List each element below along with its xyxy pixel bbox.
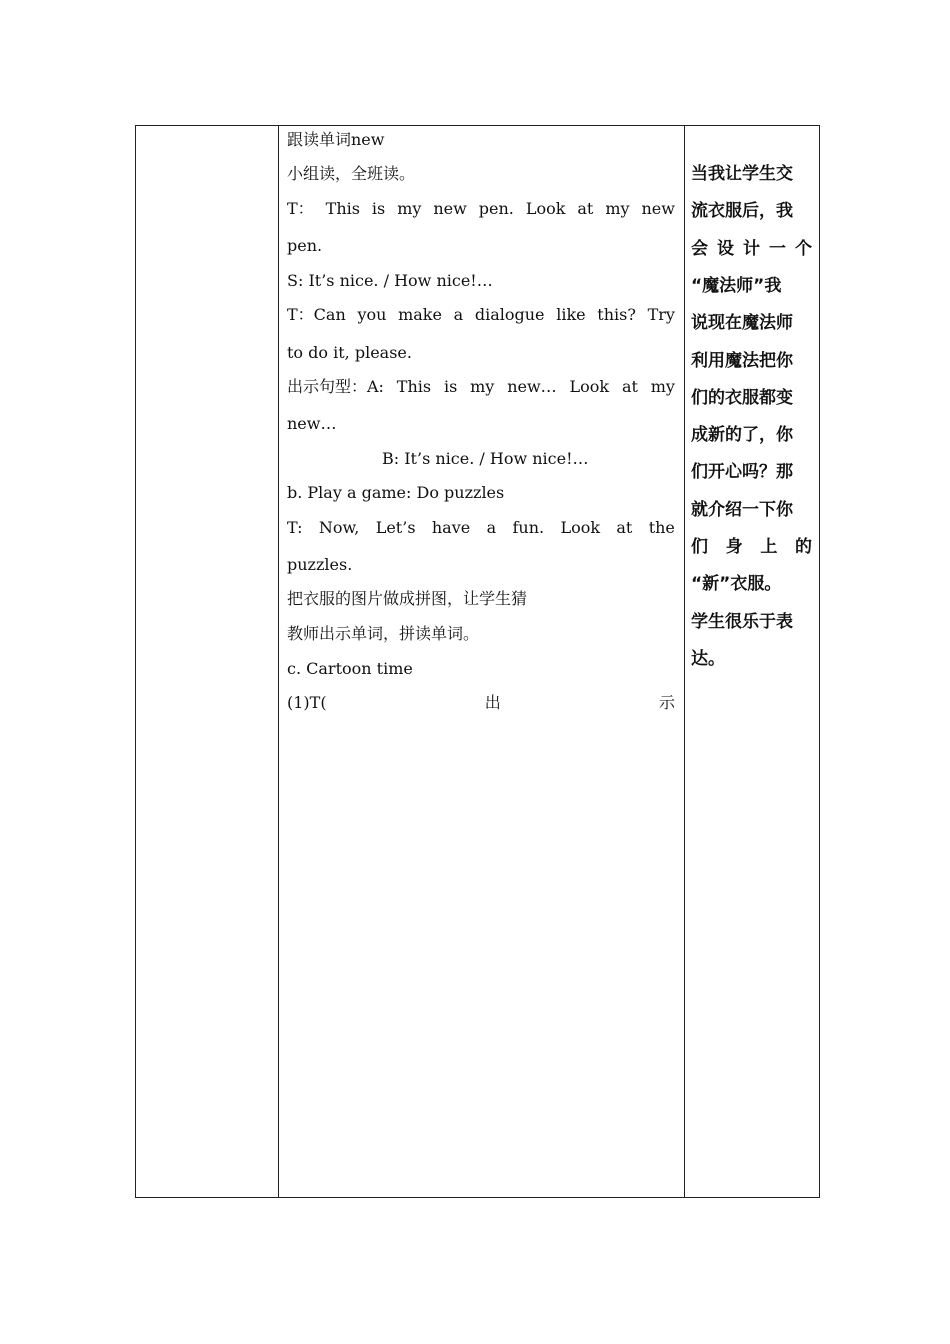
- procedure-word: is: [443, 377, 458, 396]
- procedure-word: dialogue: [474, 305, 545, 324]
- procedure-word: make: [398, 305, 442, 324]
- procedure-word: a: [453, 305, 464, 324]
- procedure-word: the: [648, 518, 675, 537]
- reflection-line: [691, 535, 812, 559]
- procedure-line: 把衣服的图片做成拼图，让学生猜: [287, 589, 528, 608]
- reflection-line: [691, 311, 812, 335]
- reflection-column: [684, 126, 819, 1197]
- procedure-word: is: [371, 199, 386, 218]
- reflection-line: [691, 237, 812, 261]
- procedure-word: 出示句型：A:: [287, 377, 384, 396]
- procedure-word: my: [650, 377, 675, 396]
- reflection-line: [691, 572, 812, 596]
- reflection-word: 流衣服后，我: [691, 201, 793, 222]
- reflection-word: 会: [691, 238, 708, 259]
- reflection-word: 们: [691, 537, 708, 557]
- procedure-word: new: [433, 199, 467, 218]
- lesson-table: [135, 125, 820, 1198]
- procedure-line: c. Cartoon time: [287, 659, 413, 678]
- procedure-word: Look: [525, 199, 566, 218]
- left-column: [136, 126, 279, 1197]
- procedure-line: [287, 303, 675, 327]
- reflection-word: 上: [760, 537, 778, 557]
- procedure-word: T:: [287, 518, 303, 537]
- reflection-word: 说现在魔法师: [691, 313, 793, 334]
- procedure-word: Let’s: [375, 518, 416, 537]
- procedure-word: like: [556, 305, 586, 324]
- reflection-line: [691, 498, 812, 522]
- reflection-word: 个: [795, 238, 812, 259]
- reflection-line: [691, 199, 812, 223]
- reflection-word: 们的衣服都变: [691, 387, 793, 408]
- reflection-word: 身: [725, 537, 743, 557]
- procedure-word: have: [431, 518, 471, 537]
- procedure-line: 教师出示单词，拼读单词。: [287, 624, 480, 643]
- procedure-word: Now,: [318, 518, 360, 537]
- procedure-line: S: It’s nice. / How nice!…: [287, 271, 493, 290]
- procedure-word: at: [577, 199, 594, 218]
- reflection-word: 利用魔法把你: [691, 350, 793, 371]
- procedure-word: (1)T(: [287, 693, 327, 712]
- procedure-word: at: [616, 518, 633, 537]
- procedure-word: fun.: [512, 518, 545, 537]
- procedure-line: puzzles.: [287, 555, 353, 574]
- procedure-line: [287, 197, 675, 221]
- procedure-word: my: [605, 199, 630, 218]
- reflection-line: [691, 386, 812, 410]
- reflection-line: [691, 647, 812, 671]
- procedure-line: to do it, please.: [287, 343, 412, 362]
- procedure-column: [278, 126, 685, 1197]
- procedure-word: 示: [658, 693, 675, 712]
- procedure-line: [287, 691, 675, 715]
- reflection-word: 达。: [691, 648, 725, 669]
- reflection-line: [691, 162, 812, 186]
- reflection-word: “新”衣服。: [691, 574, 782, 595]
- reflection-word: 的: [794, 537, 812, 557]
- procedure-word: 出: [484, 693, 501, 712]
- procedure-word: This: [325, 199, 360, 218]
- procedure-word: at: [621, 377, 638, 396]
- procedure-word: Look: [560, 518, 601, 537]
- reflection-word: 就介绍一下你: [691, 499, 793, 520]
- procedure-line: new…: [287, 414, 337, 433]
- reflection-word: 设: [717, 238, 734, 259]
- reflection-word: 计: [743, 238, 760, 259]
- procedure-line: 小组读，全班读。: [287, 164, 416, 183]
- reflection-word: 当我让学生交: [691, 164, 793, 184]
- procedure-word: Try: [647, 305, 675, 324]
- reflection-word: 成新的了，你: [691, 425, 793, 446]
- reflection-line: [691, 460, 812, 484]
- procedure-word: new: [641, 199, 675, 218]
- procedure-word: my: [397, 199, 422, 218]
- procedure-word: new…: [507, 377, 557, 396]
- reflection-word: 学生很乐于表: [691, 611, 793, 632]
- procedure-word: a: [486, 518, 497, 537]
- reflection-word: 们开心吗？那: [691, 462, 793, 483]
- procedure-word: T：Can: [287, 305, 346, 324]
- procedure-line: pen.: [287, 236, 323, 255]
- procedure-word: T：: [287, 199, 314, 218]
- procedure-line: [287, 516, 675, 540]
- reflection-word: 一: [769, 238, 786, 259]
- reflection-line: [691, 349, 812, 373]
- reflection-line: [691, 274, 812, 298]
- procedure-word: This: [396, 377, 432, 396]
- reflection-line: [691, 610, 812, 634]
- procedure-word: this?: [597, 305, 636, 324]
- procedure-line: 跟读单词new: [287, 130, 385, 149]
- procedure-line: b. Play a game: Do puzzles: [287, 483, 505, 502]
- procedure-word: you: [357, 305, 387, 324]
- procedure-line: B: It’s nice. / How nice!…: [382, 449, 589, 468]
- procedure-word: my: [470, 377, 495, 396]
- procedure-word: Look: [569, 377, 610, 396]
- reflection-line: [691, 423, 812, 447]
- procedure-word: pen.: [478, 199, 514, 218]
- reflection-word: “魔法师”我: [691, 275, 782, 296]
- procedure-line: [287, 375, 675, 399]
